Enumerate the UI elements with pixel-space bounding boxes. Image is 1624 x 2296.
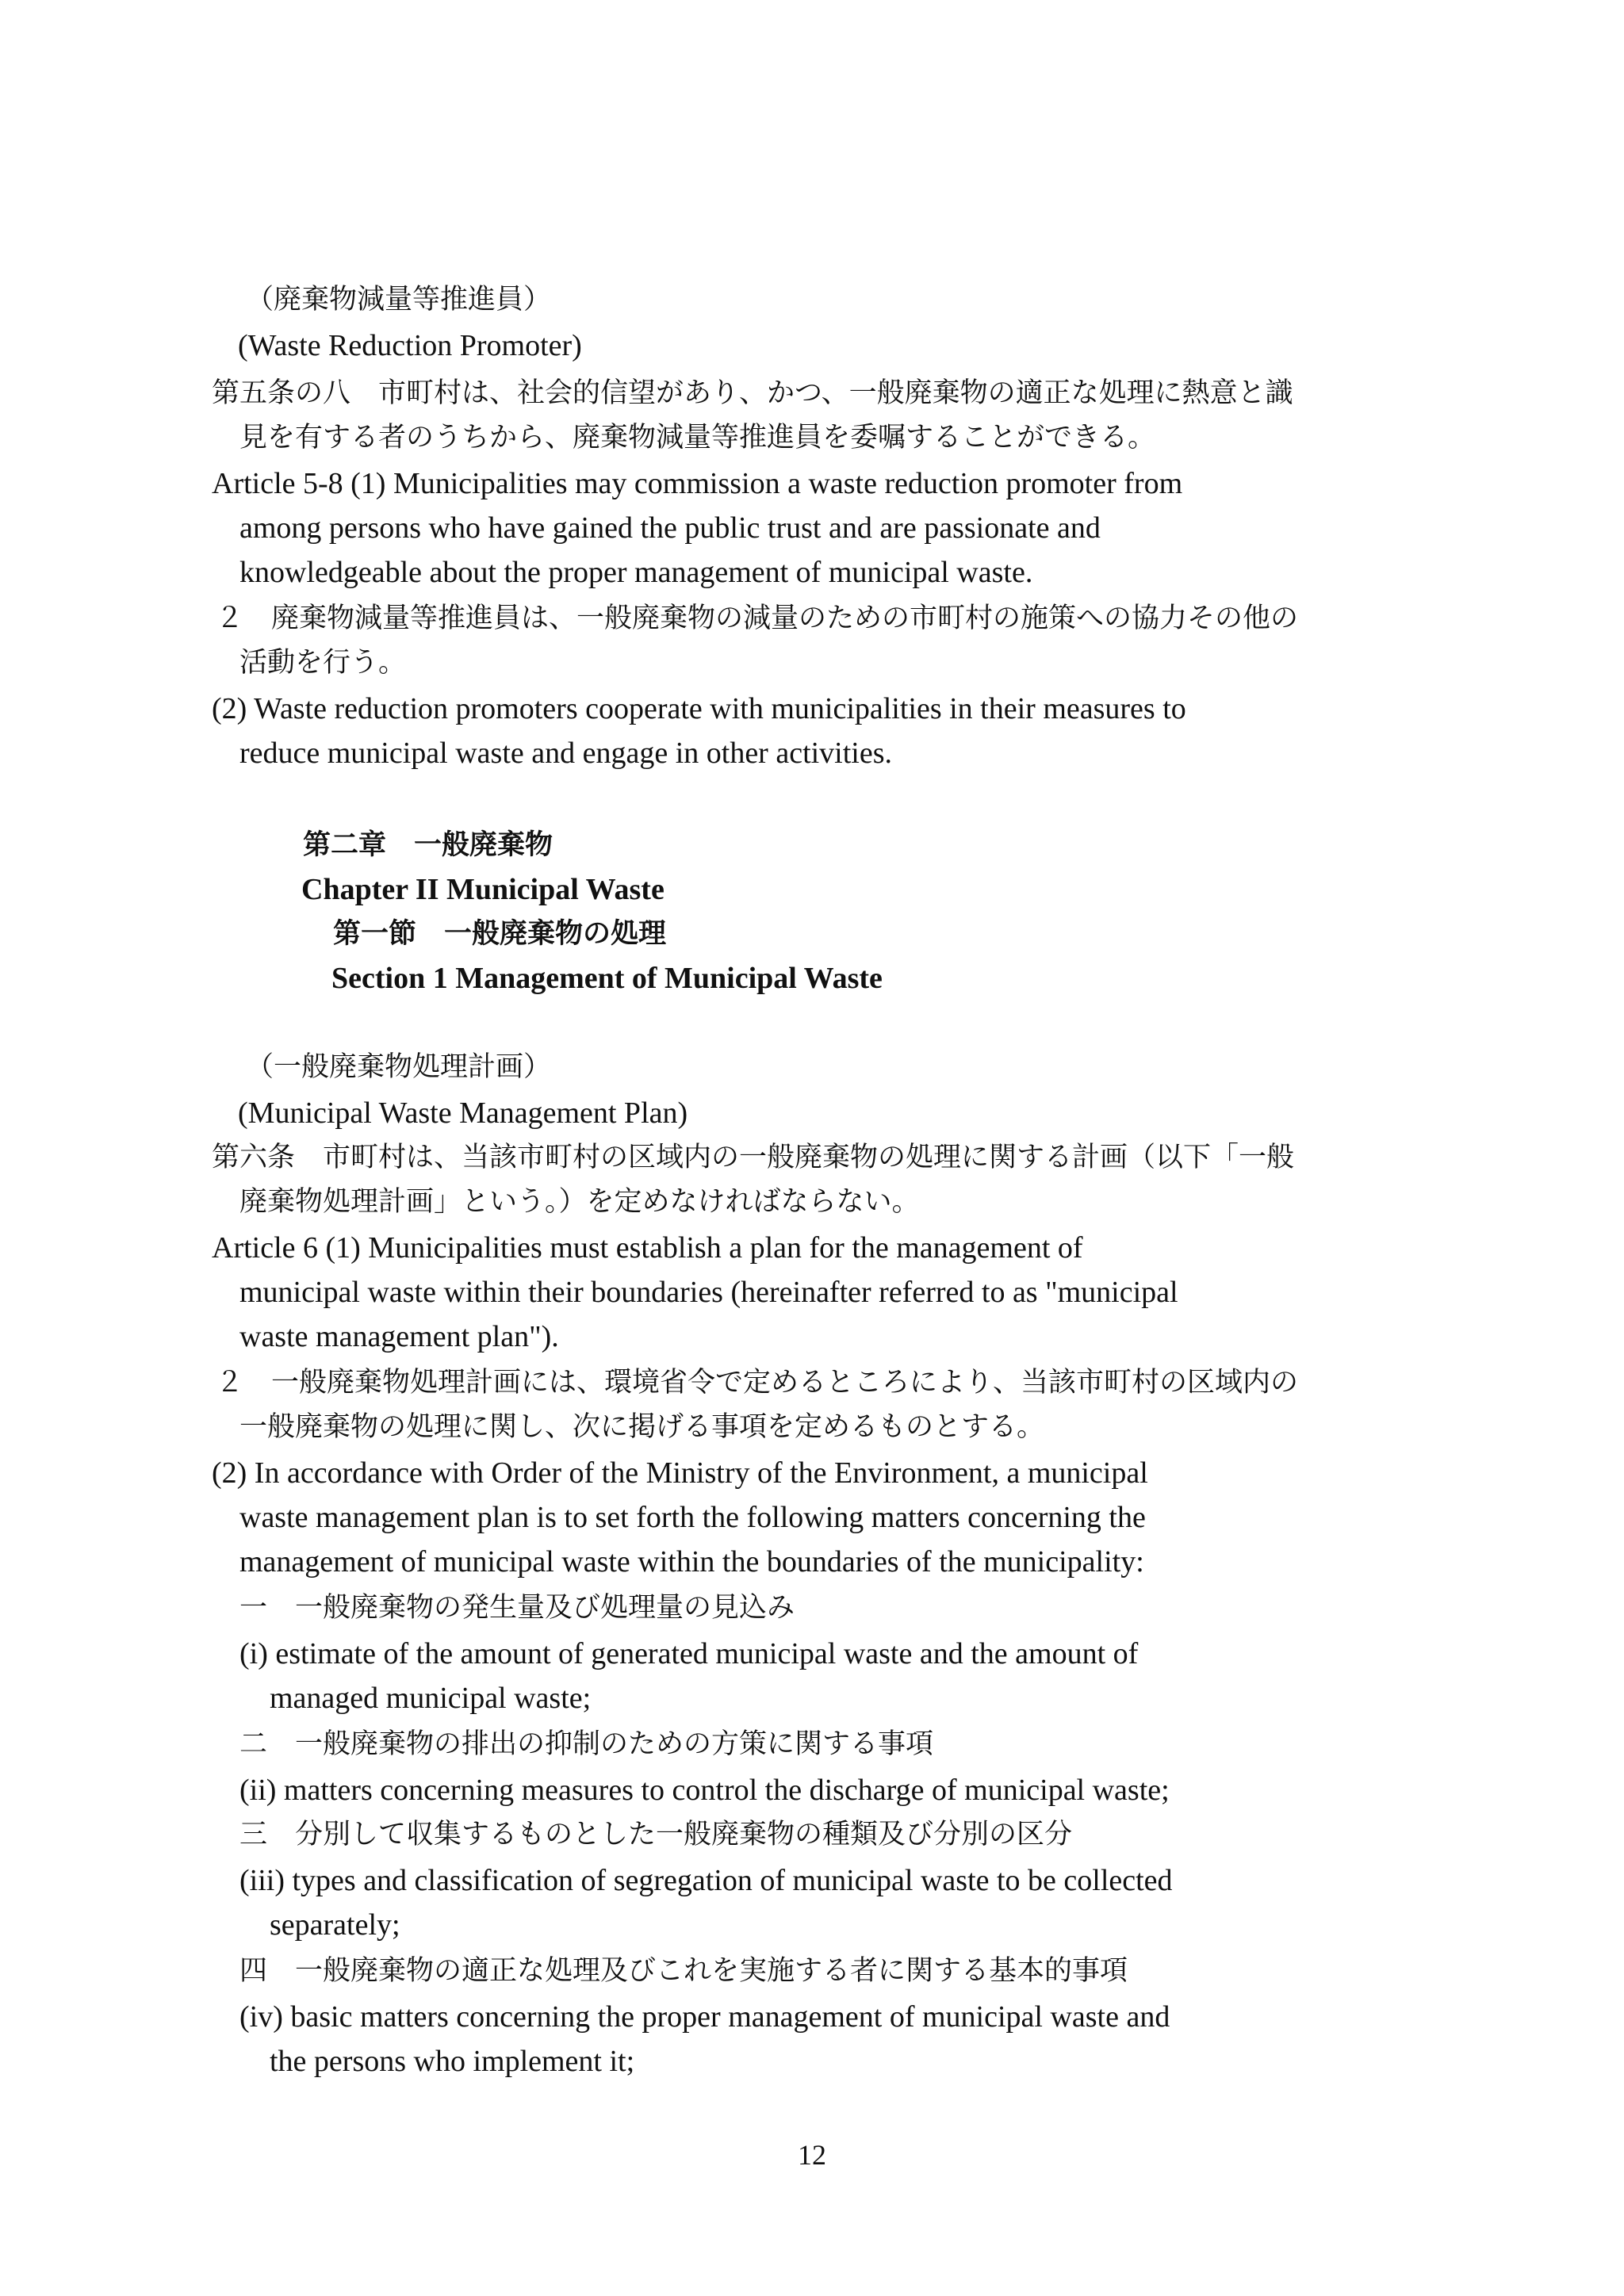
item-1-jp: 一 一般廃棄物の発生量及び処理量の見込み <box>239 1592 795 1624</box>
article-5-8-en-line-1: Article 5-8 (1) Municipalities may commission a waste reduction promoter from <box>212 467 1183 500</box>
article-5-8-jp-line-2: 見を有する者のうちから、廃棄物減量等推進員を委嘱することができる。 <box>239 422 1156 453</box>
article-6-caption-en: (Municipal Waste Management Plan) <box>238 1096 688 1130</box>
section-title-jp: 第一節 一般廃棄物の処理 <box>333 917 667 950</box>
chapter-title-en: Chapter II Municipal Waste <box>301 873 665 906</box>
item-3-en-line-1: (iii) types and classification of segregation of municipal waste to be collected <box>239 1864 1173 1897</box>
item-2-en: (ii) matters concerning measures to control the discharge of municipal waste; <box>239 1774 1170 1807</box>
item-1-en-line-1: (i) estimate of the amount of generated municipal waste and the amount of <box>239 1637 1139 1670</box>
article-6-paragraph-2-en-line-3: management of municipal waste within the boundaries of the municipality: <box>239 1545 1144 1578</box>
item-4-en-line-1: (iv) basic matters concerning the proper management of municipal waste and <box>239 2000 1170 2034</box>
article-6-paragraph-2-jp-line-1: ２ 一般廃棄物処理計画には、環境省令で定めるところにより、当該市町村の区域内の <box>216 1367 1299 1399</box>
item-4-en-line-2: the persons who implement it; <box>270 2045 635 2078</box>
article-6-paragraph-2-en-line-2: waste management plan is to set forth the following matters concerning the <box>239 1501 1146 1534</box>
item-3-jp: 三 分別して収集するものとした一般廃棄物の種類及び分別の区分 <box>239 1819 1073 1850</box>
article-5-8-paragraph-2-en-line-2: reduce municipal waste and engage in other activities. <box>239 737 893 770</box>
chapter-title-jp: 第二章 一般廃棄物 <box>303 828 553 861</box>
article-5-8-en-line-3: knowledgeable about the proper management of municipal waste. <box>239 556 1033 589</box>
article-5-8-paragraph-2-jp-line-1: ２ 廃棄物減量等推進員は、一般廃棄物の減量のための市町村の施策への協力その他の <box>216 603 1299 634</box>
article-5-8-paragraph-2-jp-line-2: 活動を行う。 <box>239 647 407 679</box>
heading-caption-en: (Waste Reduction Promoter) <box>238 329 582 362</box>
article-6-en-line-1: Article 6 (1) Municipalities must establish a plan for the management of <box>212 1231 1083 1265</box>
article-5-8-en-line-2: among persons who have gained the public trust and are passionate and <box>239 511 1101 545</box>
article-6-en-line-2: municipal waste within their boundaries (hereinafter referred to as "municipal <box>239 1276 1178 1309</box>
article-5-8-jp-line-1: 第五条の八 市町村は、社会的信望があり、かつ、一般廃棄物の適正な処理に熱意と識 <box>212 377 1293 409</box>
article-6-paragraph-2-jp-line-2: 一般廃棄物の処理に関し、次に掲げる事項を定めるものとする。 <box>239 1411 1045 1443</box>
article-6-caption-jp: （一般廃棄物処理計画） <box>246 1051 552 1083</box>
item-1-en-line-2: managed municipal waste; <box>270 1682 592 1715</box>
item-3-en-line-2: separately; <box>270 1908 400 1942</box>
heading-caption-jp: （廃棄物減量等推進員） <box>246 284 552 316</box>
article-6-jp-line-2: 廃棄物処理計画」という。）を定めなければならない。 <box>239 1186 920 1218</box>
page-number: 12 <box>798 2139 826 2171</box>
article-5-8-paragraph-2-en-line-1: (2) Waste reduction promoters cooperate with municipalities in their measures to <box>212 692 1186 725</box>
item-4-jp: 四 一般廃棄物の適正な処理及びこれを実施する者に関する基本的事項 <box>239 1955 1128 1987</box>
article-6-en-line-3: waste management plan"). <box>239 1320 559 1353</box>
section-title-en: Section 1 Management of Municipal Waste <box>331 962 883 995</box>
item-2-jp: 二 一般廃棄物の排出の抑制のための方策に関する事項 <box>239 1728 934 1760</box>
article-6-paragraph-2-en-line-1: (2) In accordance with Order of the Ministry of the Environment, a municipal <box>212 1456 1148 1490</box>
article-6-jp-line-1: 第六条 市町村は、当該市町村の区域内の一般廃棄物の処理に関する計画（以下「一般 <box>212 1142 1295 1173</box>
